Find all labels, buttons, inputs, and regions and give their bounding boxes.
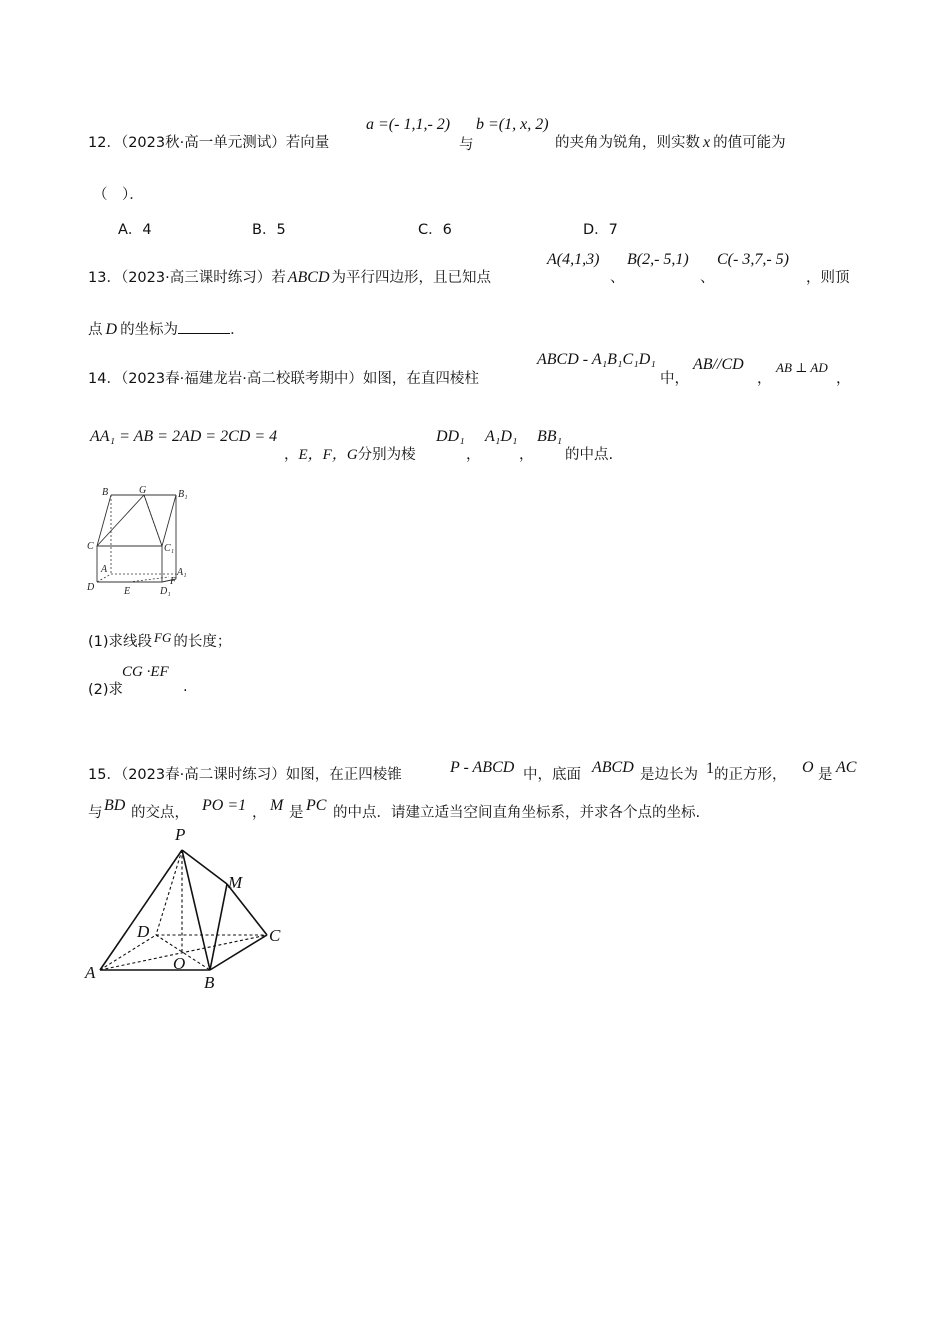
label-C: C — [87, 541, 94, 552]
label-B1: B₁ — [178, 489, 188, 500]
label-G: G — [139, 485, 147, 496]
q14-sub2-expr: CG ·EF — [122, 664, 169, 680]
label-P: P — [175, 825, 186, 844]
q14-prism: ABCD - A₁B₁C₁D₁ — [537, 351, 656, 368]
q12-text-tail — [555, 131, 786, 152]
q15-text-b: 中，底面 — [523, 767, 581, 783]
q13-point-c: C(- 3,7,- 5) — [717, 251, 789, 268]
label-D: D — [137, 922, 150, 941]
q14-text-a: 如图，在直四棱柱 — [362, 371, 479, 387]
q13-line1 — [88, 266, 491, 287]
q14-edge-bb1: BB₁ — [537, 428, 563, 445]
q15-o: O — [802, 759, 814, 776]
q15-text-a: 如图，在正四棱锥 — [285, 767, 402, 783]
q15-line2-e: 的中点．请建立适当空间直角坐标系，并求各个点的坐标. — [333, 805, 701, 821]
q14-comma1: ， — [757, 371, 772, 387]
q13-line2-b: 的坐标为 — [120, 322, 179, 338]
pyramid-figure — [80, 820, 300, 995]
q12-vector-a: a =(- 1,1,- 2) — [366, 116, 451, 133]
q14-text-e: 的中点. — [565, 447, 614, 463]
q13-text-b: 为平行四边形，且已知点 — [331, 270, 491, 286]
label-A1: A₁ — [177, 567, 187, 578]
q13-line2-a: 点 — [88, 322, 103, 338]
label-D1: D₁ — [160, 586, 171, 597]
q14-sub1-b: 的长度； — [173, 634, 232, 650]
q15-pyramid: P - ABCD — [450, 759, 515, 776]
q13-source: （2023·高三课时练习） — [120, 270, 272, 286]
q12-text-c: 的夹角为锐角，则实数 — [555, 135, 700, 151]
q12-text: 若向量 — [285, 135, 330, 151]
q14-number: 14． — [88, 371, 121, 387]
q12-option-b: B．5 — [252, 222, 286, 238]
q14-comma4: ， — [519, 447, 534, 463]
q14-sub2-a: (2)求 — [88, 682, 124, 698]
q15-m: M — [270, 797, 284, 814]
q13-line2-end: ． — [230, 322, 245, 338]
label-D: D — [87, 582, 95, 593]
label-F: F — [170, 576, 177, 587]
q14-parallel: AB//CD — [693, 356, 744, 373]
q12-text-d: 的值可能为 — [713, 135, 786, 151]
q13-line2 — [88, 318, 245, 339]
q13-point-b: B(2,- 5,1) — [627, 251, 689, 268]
q13-answer-blank — [178, 319, 230, 334]
q13-sep1: 、 — [610, 270, 625, 286]
q15-number: 15． — [88, 767, 121, 783]
q14-comma2: ， — [836, 371, 851, 387]
q12-option-a: A．4 — [118, 222, 152, 238]
q15-line2-c: ， — [252, 805, 267, 821]
label-C1: C₁ — [164, 543, 175, 554]
q13-text-a: 若 — [271, 270, 286, 286]
q14-comma3: ， — [466, 447, 481, 463]
q15-text-d: 的正方形， — [714, 767, 787, 783]
q14-sub1-a: (1)求线段 — [88, 634, 153, 650]
q14-equality: AA₁ = AB = 2AD = 2CD = 4 — [90, 428, 278, 445]
q14-efg: E，F，G — [298, 447, 358, 463]
q12-text-and: 与 — [459, 137, 474, 153]
q12-vector-b: b =(1, x, 2) — [476, 116, 549, 133]
q14-edge-a1d1: A₁D₁ — [485, 428, 518, 445]
q14-source: （2023春·福建龙岩·高二校联考期中） — [120, 371, 363, 387]
q15-text-c: 是边长为 — [640, 767, 698, 783]
q14-sub1 — [88, 630, 231, 651]
q13-text-c: ，则顶 — [806, 270, 850, 286]
label-B: B — [204, 973, 215, 992]
q14-sub1-fg: FG — [154, 630, 172, 645]
label-A: A — [85, 963, 96, 982]
q13-point-d: D — [105, 321, 118, 338]
q12-option-c: C．6 — [418, 222, 452, 238]
q12-line1 — [88, 131, 329, 152]
q15-po: PO =1 — [202, 797, 247, 814]
q14-edge-dd1: DD₁ — [436, 428, 465, 445]
q14-text-c: ， — [284, 447, 299, 463]
q12-number: 12． — [88, 135, 121, 151]
q15-source: （2023春·高二课时练习） — [120, 767, 286, 783]
q14-sub2-end: . — [183, 679, 188, 695]
q13-sep2: 、 — [700, 270, 715, 286]
q14-line1 — [88, 367, 479, 388]
q14-line2-rest — [284, 443, 416, 464]
label-M: M — [228, 873, 243, 892]
q15-text-e: 是 — [818, 767, 833, 783]
label-O: O — [173, 954, 186, 973]
q12-option-d: D．7 — [583, 222, 618, 238]
q14-perp: AB ⊥ AD — [776, 360, 828, 375]
q12-var-x: x — [703, 134, 711, 151]
prism-figure — [84, 482, 194, 600]
q12-answer-paren: （ ）． — [93, 187, 144, 203]
q14-sub2 — [88, 678, 123, 699]
label-A: A — [101, 564, 108, 575]
q15-line2-b: 的交点， — [131, 805, 189, 821]
q14-text-b: 中， — [660, 371, 689, 387]
q15-line1 — [88, 763, 402, 784]
q13-point-a: A(4,1,3) — [547, 251, 600, 268]
q15-line2-d: 是 — [289, 805, 304, 821]
label-B: B — [102, 487, 109, 498]
q13-number: 13． — [88, 270, 121, 286]
label-C: C — [269, 926, 281, 945]
q15-base: ABCD — [592, 759, 634, 776]
q15-ac: AC — [836, 759, 857, 776]
q13-abcd: ABCD — [287, 269, 330, 286]
q14-text-d: 分别为棱 — [357, 447, 416, 463]
q15-bd: BD — [104, 797, 126, 814]
q15-pc: PC — [306, 797, 327, 814]
q12-source: （2023秋·高一单元测试） — [120, 135, 286, 151]
q15-line2-a: 与 — [88, 805, 103, 821]
label-E: E — [124, 586, 131, 597]
q15-one: 1 — [706, 760, 714, 777]
